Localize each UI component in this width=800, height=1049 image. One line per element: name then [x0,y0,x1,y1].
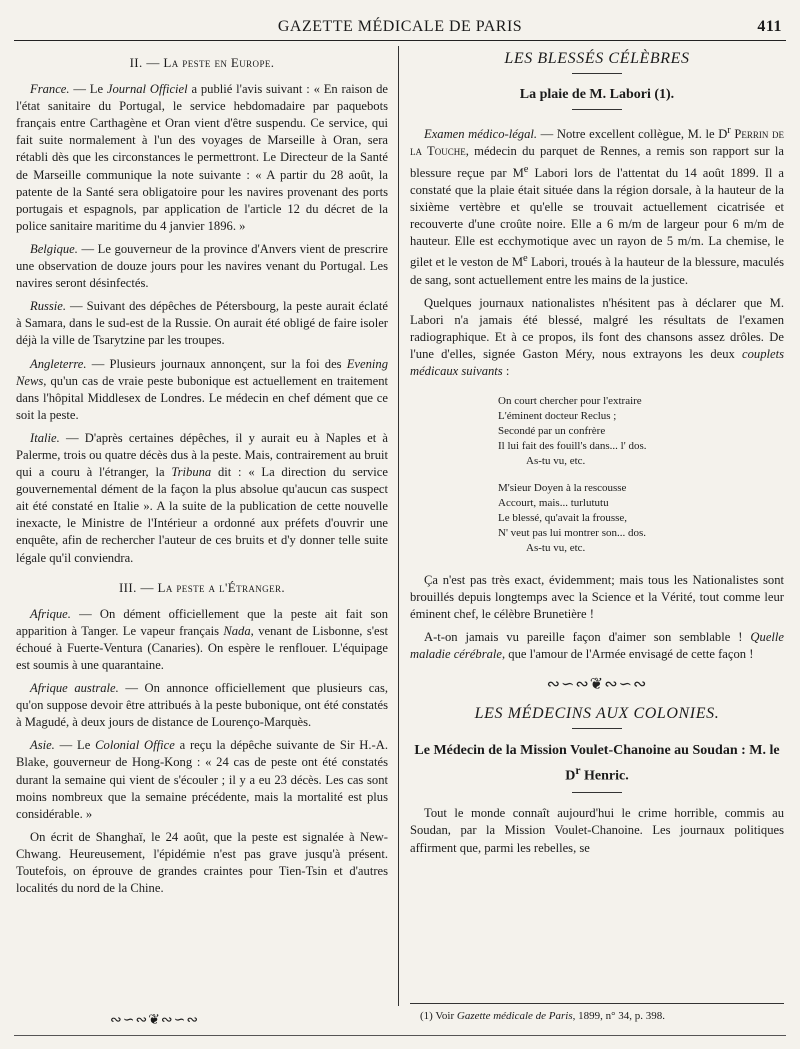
section-title: La peste a l'Étranger. [157,579,286,595]
text: — Suivant des dépêches de Pétersbourg, la peste aurait éclaté à Samara, dans le sud-est de la Russie. On aurait été obligé de faire isoler déjà la ville de Tsarytzine par les troupes. [16,299,388,348]
text: (1) Voir [420,1010,457,1022]
text: a reçu la dépêche suivante de Sir H.-A. Blake, gouverneur de Hong-Kong : « 24 cas de peste ont été constatés durant la semaine qui vient de s'écouler ; il y a eu 23 décès. Les cas sont moins nombreux que la semaine précédente, mais la mortalité est plus considérable. » [16,738,388,821]
text: a publié l'avis suivant : « En raison de l'état sanitaire du Portugal, le service hebdomadaire par paquebots français entre Carthagène et Oran vient d'être suspendu. Ce service, qui fait suite normalement à l'un des voyages de Marseille à Oran, sera rétabli dès que les circonstances le permettront. Le Directeur de la Santé de Marseille communique la note suivante : « A partir du 28 août, la patente de la Santé sera obligatoire pour les navires provenant des ports portugais et espagnols, par application de l'article 12 du décret de la police sanitaire maritime du 4 janvier 1896. » [16,82,388,233]
journal-title: GAZETTE MÉDICALE DE PARIS [277,18,523,35]
paragraph-examen [410,122,784,288]
paragraph-angleterre [16,356,388,424]
journal-name: Evening News [16,356,388,388]
paragraph-asie [16,737,388,822]
text: Labori, troués à la hauteur de la blessure, maculés de sang, sont actuellement entre les mains de la justice. [410,255,784,287]
superscript: e [523,253,528,265]
section-number: II. — [129,55,160,70]
paragraph-italie [16,430,388,567]
section-heading-colonies: LES MÉDECINS AUX COLONIES. [474,704,720,722]
text: : [502,363,510,378]
verse-line: Secondé par un confrère [498,425,606,438]
country-label: Belgique. [30,241,78,256]
journal-name: Tribuna [171,465,212,480]
verse-line: L'éminent docteur Reclus ; [498,410,617,423]
text: — Le [69,82,107,97]
journal-name: Journal Officiel [106,82,188,97]
paragraph-tout-le-monde: Tout le monde connaît aujourd'hui le crime horrible, commis au Soudan, par la Mission Voulet-Chanoine. Les journaux politiques affirment que, parmi les rebelles, se [410,806,784,855]
text: Henric. [580,768,629,784]
text: Le Médecin de la Mission Voulet-Chanoine au Soudan : M. le D [414,742,780,784]
text: A-t-on jamais vu pareille façon d'aimer son semblable ! [424,630,751,645]
superscript: r [727,125,731,137]
verse-line: Il lui fait des fouill's dans... l' dos. [498,440,647,453]
stanza-1 [498,394,784,469]
text: — Le gouverneur de la province d'Anvers vient de prescrire une observation de douze jours pour les navires venant du Portugal. Les navires seront désinfectés. [16,241,388,291]
country-label: Afrique australe. [30,681,119,696]
stanza-2 [498,481,784,556]
paragraph-ca-nest-pas: Ça n'est pas très exact, évidemment; mais tous les Nationalistes sont brouillés depuis longtemps avec la Science et la Vérité, tout comme leur éminent chef, le célèbre Brunetière ! [410,573,784,622]
verse-line: N' veut pas lui montrer son... dos. [498,527,647,540]
paragraph-shanghai: On écrit de Shanghaï, le 24 août, que la peste est signalée à New-Chwang. Heureusement, l'épidémie n'est pas grave jusqu'à présent. Toutefois, on éprouve de grandes craintes pour Tien-Tsin et d'autres localités du nord de la Chine. [16,829,388,896]
superscript: e [523,163,529,175]
divider [572,73,622,74]
ship-name: Nada [223,623,251,638]
section-heading-blesses: LES BLESSÉS CÉLÈBRES [504,50,690,67]
ornament-divider-icon: ∾∽∾❦∾∽∾ [110,1013,200,1028]
article-title-labori: La plaie de M. Labori (1). [519,87,675,103]
emphasis: couplets médicaux suivants [410,346,784,378]
footnote [420,1010,665,1022]
section-heading-etranger [16,579,388,596]
text: Quelques journaux nationalistes n'hésitent pas à déclarer que M. Labori n'a jamais été blessé, malgré les résultats de l'examen radiographique. Et à ce propos, ils font des chansons assez drôles. De l'une d'elles, signée Gaston Méry, nous extrayons les deux [410,295,784,361]
text: , que l'amour de l'Armée envisagé de cette façon ! [501,647,754,662]
paragraph-afrique [16,606,388,674]
country-label: Afrique. [30,606,71,621]
section-title: La peste en Europe. [163,55,275,70]
verse-line: On court chercher pour l'extraire [498,395,642,408]
paragraph-journaux [410,295,784,380]
verse-line: As-tu vu, etc. [526,542,586,555]
text: — Le [54,738,96,753]
paragraph-afrique-australe [16,680,388,731]
text: — Notre excellent collègue, M. le D [537,127,728,142]
text: , qu'un cas de vraie peste bubonique est actuellement en traitement dans l'hôpital Middlesex de Londres. Le médecin en chef dément que ce soit la peste. [16,373,388,422]
journal-name: Gazette médicale de Paris [456,1010,573,1022]
text: — Plusieurs journaux annonçent, sur la foi des [86,356,347,371]
subheading: Examen médico-légal. [424,127,538,142]
superscript: r [575,763,581,777]
column-divider [398,46,399,1006]
paragraph-russie [16,298,388,349]
country-label: Russie. [30,299,67,314]
song-couplets [498,394,784,556]
bottom-rule [14,1035,786,1036]
text: , 1899, n° 34, p. 398. [572,1010,666,1022]
divider [572,109,622,110]
footnote-rule [410,1003,784,1004]
left-column [16,48,388,897]
section-heading-europe [16,54,388,71]
paragraph-france [16,81,388,235]
country-label: Angleterre. [30,356,87,371]
text: , venant de Lisbonne, s'est échoué à Fuerte-Ventura (Canaries). On espère le renflouer. L'équipage est soumis à une quarantaine. [16,623,388,672]
country-label: France. [30,82,70,97]
text: — On annonce officiellement que plusieurs cas, qu'on suppose devoir être attribués à la peste bubonique, ont été constatés à Magudé, à deux jours de distance de Lourenço-Marquès. [16,681,388,730]
person-name: Perrin de la Touche [410,127,784,159]
verse-line: M'sieur Doyen à la rescousse [498,482,627,495]
page-number: 411 [757,18,782,35]
section-number: III. — [118,579,154,595]
paragraph-belgique [16,241,388,292]
office-name: Colonial Office [95,738,175,753]
ornament-divider-icon: ∾∽∾❦∾∽∾ [546,675,648,693]
text: Labori lors de l'attentat du 14 août 1899. Il a constaté que la plaie était située dans la région dorsale, à la hauteur de la sixième vertèbre et qu'elle se trouvait actuellement cicatrisée et recouverte d'une croûte noire. Elle a 6 m/m de largeur pour 6 m/m de hauteur. Elle est ecchymotique avec un rayon de 5 m/m. La chemise, le gilet et le veston de M [410,165,784,270]
emphasis: Quelle maladie cérébrale [410,630,784,662]
divider [572,728,622,729]
verse-line: Le blessé, qu'avait la frousse, [498,512,628,525]
country-label: Asie. [30,738,55,753]
text: — On dément officiellement que la peste ait fait son apparition à Tanger. Le vapeur français [16,606,388,638]
text: dit : « La direction du service gouvernemental dément de la façon la plus absolue qu'aucun cas suspect ait été constaté en Italie ». A la suite de la publication de cette nouvelle inexacte, le Ministre de l'Intérieur a ordonné aux préfets d'ouvrir une enquête, afin de rechercher l'auteur de ces bruits et d'y donner telle suite légale qu'il conviendra. [16,465,388,565]
country-label: Italie. [30,430,60,445]
divider [572,792,622,793]
right-column [410,48,784,857]
verse-line: As-tu vu, etc. [526,455,586,468]
verse-line: Accourt, mais... turlututu [498,497,609,510]
text: — D'après certaines dépêches, il y aurait eu à Naples et à Palerme, trois ou quatre décès dus à la peste. Mais, contrairement au bruit qui a couru à l'étranger, la [16,430,388,480]
text: , médecin du parquet de Rennes, a remis son rapport sur la blessure reçue par M [410,144,784,180]
article-title-henric [410,741,784,787]
paragraph-a-t-on [410,629,784,663]
page-header [14,14,786,41]
